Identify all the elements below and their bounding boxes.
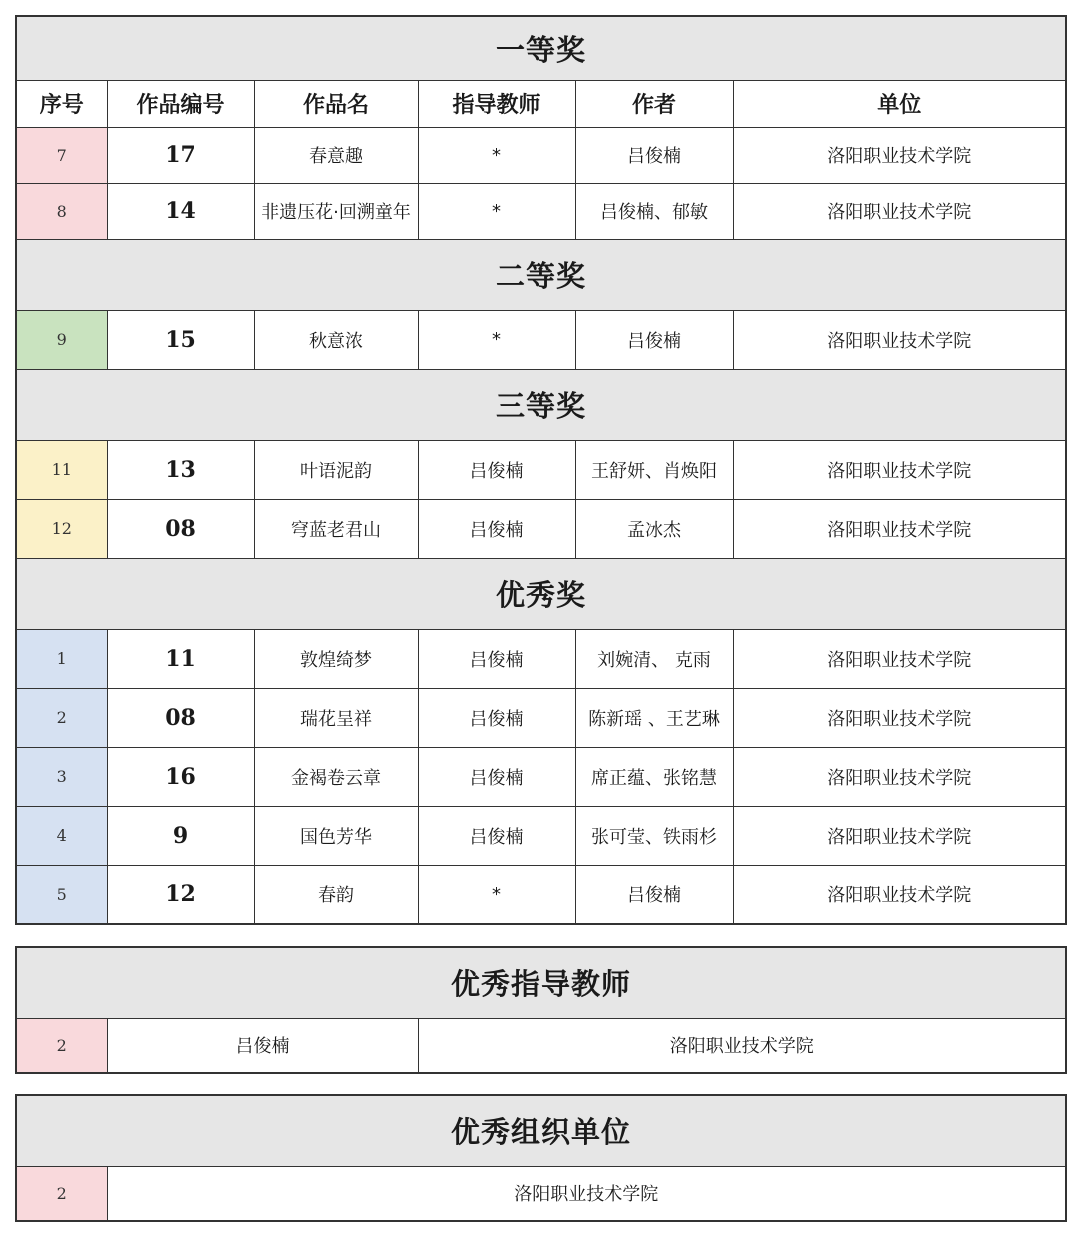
row-code: 13 [107, 440, 254, 499]
row-unit: 洛阳职业技术学院 [733, 629, 1066, 688]
table-row [16, 310, 1066, 369]
row-code: 16 [107, 747, 254, 806]
row-seq: 4 [16, 806, 107, 865]
row-teacher: 吕俊楠 [418, 747, 575, 806]
section-title-row [16, 558, 1066, 629]
section-title-row [16, 369, 1066, 440]
row-seq: 2 [16, 1166, 107, 1221]
row-seq: 12 [16, 499, 107, 558]
section-title-teacher: 优秀指导教师 [16, 947, 1066, 1018]
teacher-name: 吕俊楠 [107, 1018, 418, 1073]
row-name: 敦煌绮梦 [254, 629, 418, 688]
row-author: 吕俊楠 [575, 310, 733, 369]
row-author: 吕俊楠 [575, 865, 733, 924]
row-name: 非遗压花·回溯童年 [254, 183, 418, 239]
row-code: 15 [107, 310, 254, 369]
row-seq: 11 [16, 440, 107, 499]
row-author: 席正蕴、张铭慧 [575, 747, 733, 806]
section-title-row [16, 16, 1066, 80]
row-code: 08 [107, 688, 254, 747]
row-unit: 洛阳职业技术学院 [733, 127, 1066, 183]
row-seq: 1 [16, 629, 107, 688]
row-author: 吕俊楠、郁敏 [575, 183, 733, 239]
section-title-first: 一等奖 [16, 16, 1066, 80]
row-unit: 洛阳职业技术学院 [733, 747, 1066, 806]
header-seq: 序号 [16, 80, 107, 127]
row-unit: 洛阳职业技术学院 [733, 688, 1066, 747]
row-unit: 洛阳职业技术学院 [733, 499, 1066, 558]
row-code: 11 [107, 629, 254, 688]
row-name: 秋意浓 [254, 310, 418, 369]
row-teacher: * [418, 183, 575, 239]
row-unit: 洛阳职业技术学院 [733, 865, 1066, 924]
header-code: 作品编号 [107, 80, 254, 127]
section-title-org: 优秀组织单位 [16, 1095, 1066, 1166]
excellent-org-table [15, 1094, 1067, 1222]
row-unit: 洛阳职业技术学院 [733, 183, 1066, 239]
section-title-row [16, 947, 1066, 1018]
row-unit: 洛阳职业技术学院 [733, 806, 1066, 865]
row-code: 12 [107, 865, 254, 924]
row-name: 瑞花呈祥 [254, 688, 418, 747]
row-code: 17 [107, 127, 254, 183]
row-author: 孟冰杰 [575, 499, 733, 558]
table-row [16, 629, 1066, 688]
row-code: 9 [107, 806, 254, 865]
section-title-second: 二等奖 [16, 239, 1066, 310]
row-author: 陈新瑶 、王艺琳 [575, 688, 733, 747]
row-teacher: * [418, 865, 575, 924]
table-row [16, 688, 1066, 747]
row-teacher: * [418, 310, 575, 369]
table-row [16, 1018, 1066, 1073]
section-title-excellent: 优秀奖 [16, 558, 1066, 629]
header-name: 作品名 [254, 80, 418, 127]
row-author: 张可莹、铁雨杉 [575, 806, 733, 865]
table-row [16, 127, 1066, 183]
excellent-teacher-table [15, 946, 1067, 1074]
table-row [16, 499, 1066, 558]
row-seq: 5 [16, 865, 107, 924]
table-row [16, 806, 1066, 865]
row-teacher: 吕俊楠 [418, 806, 575, 865]
row-name: 叶语泥韵 [254, 440, 418, 499]
row-name: 金褐卷云章 [254, 747, 418, 806]
row-name: 春意趣 [254, 127, 418, 183]
table-row [16, 747, 1066, 806]
teacher-unit: 洛阳职业技术学院 [418, 1018, 1066, 1073]
row-author: 刘婉清、 克雨 [575, 629, 733, 688]
section-title-row [16, 239, 1066, 310]
table-row [16, 183, 1066, 239]
table-row [16, 440, 1066, 499]
row-seq: 9 [16, 310, 107, 369]
row-seq: 2 [16, 1018, 107, 1073]
row-seq: 7 [16, 127, 107, 183]
row-name: 春韵 [254, 865, 418, 924]
org-unit: 洛阳职业技术学院 [107, 1166, 1066, 1221]
row-teacher: * [418, 127, 575, 183]
row-code: 14 [107, 183, 254, 239]
row-teacher: 吕俊楠 [418, 499, 575, 558]
row-seq: 2 [16, 688, 107, 747]
header-teacher: 指导教师 [418, 80, 575, 127]
section-title-row [16, 1095, 1066, 1166]
row-author: 王舒妍、肖焕阳 [575, 440, 733, 499]
row-unit: 洛阳职业技术学院 [733, 440, 1066, 499]
row-seq: 3 [16, 747, 107, 806]
section-title-third: 三等奖 [16, 369, 1066, 440]
row-author: 吕俊楠 [575, 127, 733, 183]
row-name: 穹蓝老君山 [254, 499, 418, 558]
row-seq: 8 [16, 183, 107, 239]
row-teacher: 吕俊楠 [418, 688, 575, 747]
row-teacher: 吕俊楠 [418, 629, 575, 688]
awards-table [15, 15, 1067, 925]
header-unit: 单位 [733, 80, 1066, 127]
row-teacher: 吕俊楠 [418, 440, 575, 499]
header-row [16, 80, 1066, 127]
row-name: 国色芳华 [254, 806, 418, 865]
table-row [16, 1166, 1066, 1221]
header-author: 作者 [575, 80, 733, 127]
row-code: 08 [107, 499, 254, 558]
table-row [16, 865, 1066, 924]
row-unit: 洛阳职业技术学院 [733, 310, 1066, 369]
